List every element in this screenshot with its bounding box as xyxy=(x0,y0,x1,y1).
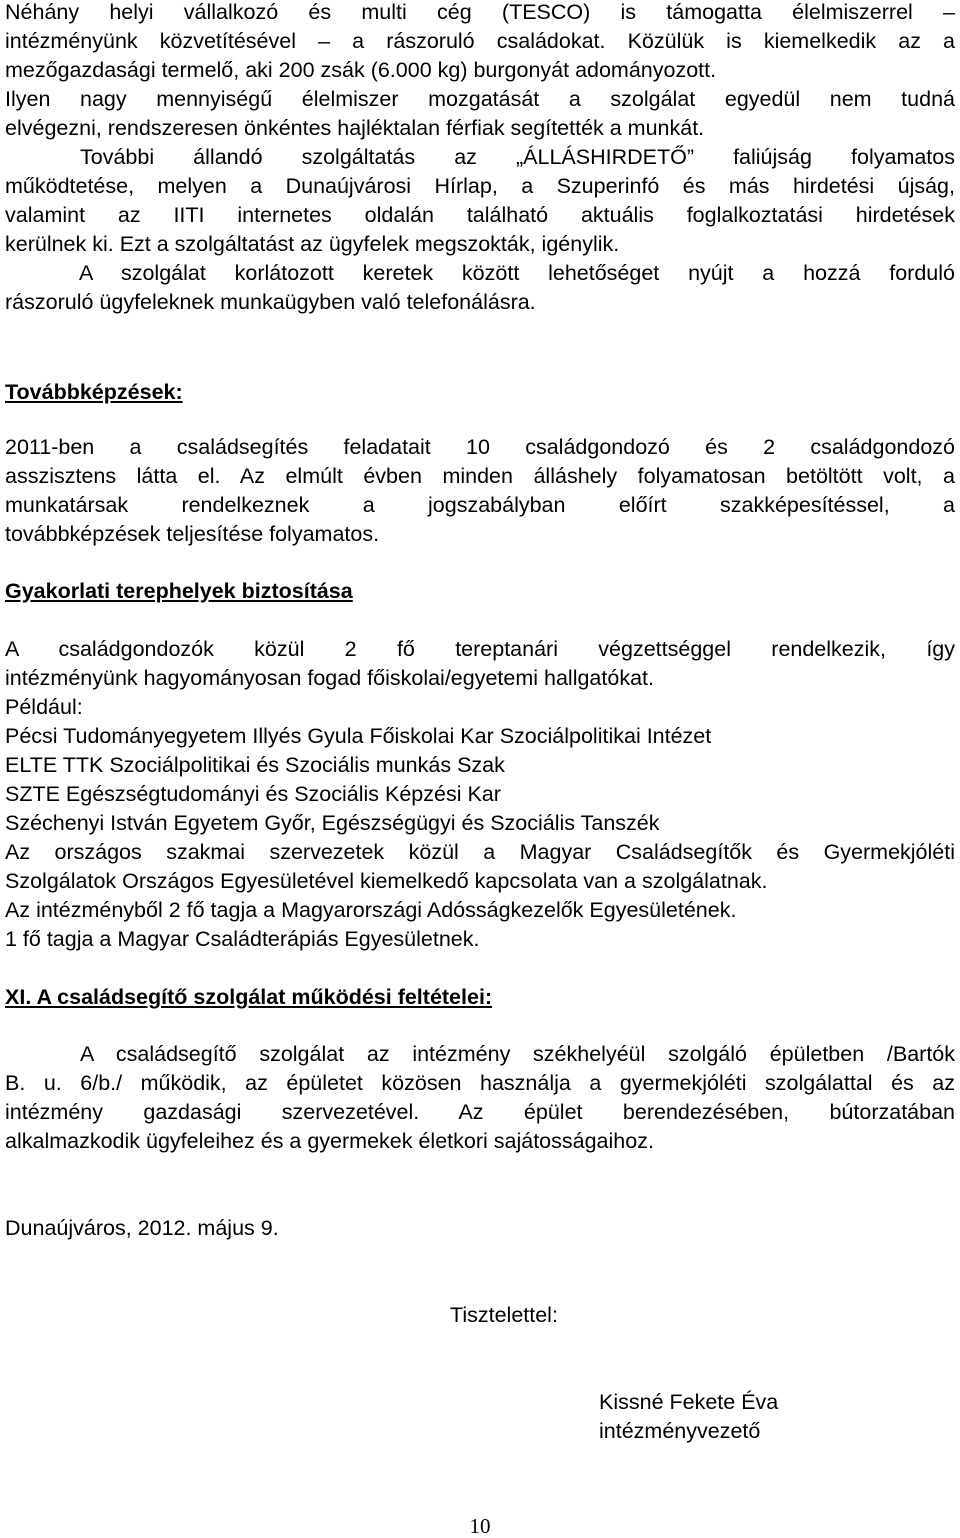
text-line: B. u. 6/b./ működik, az épületet közösen használja a gyermekjóléti szolgálattal és az xyxy=(5,1071,955,1095)
text-line: elvégezni, rendszeresen önkéntes hajléktalan férfiak segítették a munkát. xyxy=(5,116,705,140)
text-line: mezőgazdasági termelő, aki 200 zsák (6.000 kg) burgonyát adományozott. xyxy=(5,58,717,82)
text-line: A szolgálat korlátozott keretek között lehetőséget nyújt a hozzá forduló xyxy=(79,261,955,285)
section-heading-operating-conditions: XI. A családsegítő szolgálat működési feltételei: xyxy=(5,985,493,1009)
section-heading-continuing-education: Továbbképzések: xyxy=(5,380,183,404)
text-line: alkalmazkodik ügyfeleihez és a gyermekek életkori sajátosságaihoz. xyxy=(5,1129,654,1153)
text-line: További állandó szolgáltatás az „ÁLLÁSHIRDETŐ” faliújság folyamatos xyxy=(80,145,955,169)
list-item: Pécsi Tudományegyetem Illyés Gyula Főiskolai Kar Szociálpolitikai Intézet xyxy=(5,724,712,748)
text-line: 1 fő tagja a Magyar Családterápiás Egyesületnek. xyxy=(5,927,480,951)
list-item: Széchenyi István Egyetem Győr, Egészségügyi és Szociális Tanszék xyxy=(5,811,660,835)
text-line: intézményünk hagyományosan fogad főiskolai/egyetemi hallgatókat. xyxy=(5,666,654,690)
text-line: Néhány helyi vállalkozó és multi cég (TESCO) is támogatta élelmiszerrel – xyxy=(5,0,955,24)
text-line: továbbképzések teljesítése folyamatos. xyxy=(5,522,380,546)
text-line: intézmény gazdasági szervezetével. Az épület berendezésében, bútorzatában xyxy=(5,1100,955,1124)
text-line: működtetése, melyen a Dunaújvárosi Hírlap, a Szuperinfó és más hirdetési újság, xyxy=(5,174,955,198)
text-line: rászoruló ügyfeleknek munkaügyben való telefonálásra. xyxy=(5,290,536,314)
text-line: Ilyen nagy mennyiségű élelmiszer mozgatását a szolgálat egyedül nem tudná xyxy=(5,87,955,111)
text-line: valamint az IITI internetes oldalán található aktuális foglalkoztatási hirdetések xyxy=(5,203,955,227)
text-line: Az intézményből 2 fő tagja a Magyarországi Adósságkezelők Egyesületének. xyxy=(5,898,737,922)
signer-name: Kissné Fekete Éva xyxy=(599,1390,779,1414)
place-date: Dunaújváros, 2012. május 9. xyxy=(5,1216,279,1240)
signer-title: intézményvezető xyxy=(599,1419,761,1443)
text-line: A családgondozók közül 2 fő tereptanári végzettséggel rendelkezik, így xyxy=(5,637,955,661)
salutation: Tisztelettel: xyxy=(450,1303,558,1327)
text-line: A családsegítő szolgálat az intézmény székhelyéül szolgáló épületben /Bartók xyxy=(80,1042,955,1066)
text-line: asszisztens látta el. Az elmúlt évben minden álláshely folyamatosan betöltött volt, a xyxy=(5,464,955,488)
text-line: Például: xyxy=(5,695,83,719)
list-item: ELTE TTK Szociálpolitikai és Szociális munkás Szak xyxy=(5,753,505,777)
text-line: 2011-ben a családsegítés feladatait 10 családgondozó és 2 családgondozó xyxy=(5,435,955,459)
list-item: SZTE Egészségtudományi és Szociális Képzési Kar xyxy=(5,782,501,806)
page-number: 10 xyxy=(469,1514,491,1538)
text-line: munkatársak rendelkeznek a jogszabályban előírt szakképesítéssel, a xyxy=(5,493,955,517)
section-heading-practice-sites: Gyakorlati terephelyek biztosítása xyxy=(5,579,353,603)
text-line: kerülnek ki. Ezt a szolgáltatást az ügyfelek megszokták, igénylik. xyxy=(5,232,620,256)
text-line: Az országos szakmai szervezetek közül a Magyar Családsegítők és Gyermekjóléti xyxy=(5,840,955,864)
text-line: Szolgálatok Országos Egyesületével kiemelkedő kapcsolata van a szolgálatnak. xyxy=(5,869,768,893)
text-line: intézményünk közvetítésével – a rászoruló családokat. Közülük is kiemelkedik az a xyxy=(5,29,955,53)
